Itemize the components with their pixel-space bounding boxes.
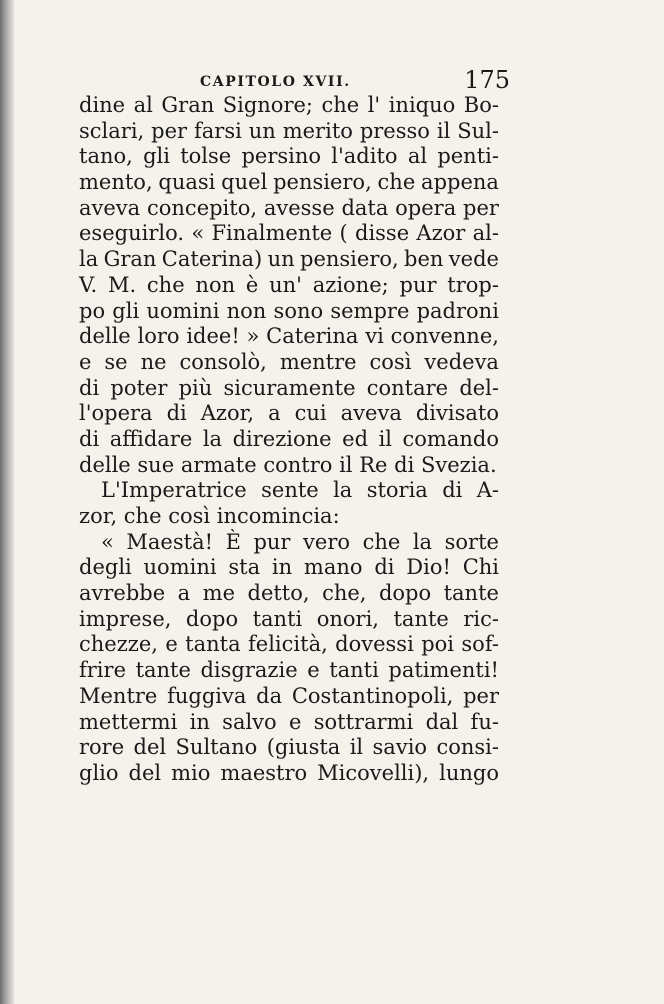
text-line: Mentre fuggiva da Costantinopoli, per: [79, 683, 499, 708]
text-line: chezze, e tanta felicità, dovessi poi sof-: [79, 632, 499, 657]
text-line: di affidare la direzione ed il comando: [79, 426, 499, 451]
text-line: rore del Sultano (giusta il savio consi-: [79, 735, 499, 760]
text-line: imprese, dopo tanti onori, tante ric-: [79, 606, 499, 631]
page-number: 175: [464, 66, 510, 94]
text-line: l'opera di Azor, a cui aveva divisato: [79, 401, 499, 426]
text-line: la Gran Caterina) un pensiero, ben vede: [79, 247, 499, 272]
text-line: V. M. che non è un' azione; pur trop-: [79, 272, 499, 297]
text-line: di poter più sicuramente contare del-: [79, 375, 499, 400]
text-line: degli uomini sta in mano di Dio! Chi: [79, 555, 499, 580]
text-line: glio del mio maestro Micovelli), lungo: [79, 760, 499, 785]
page-spine-shadow: [0, 0, 14, 1004]
text-line: delle loro idee! » Caterina vi convenne,: [79, 324, 499, 349]
text-line: L'Imperatrice sente la storia di A-: [101, 478, 499, 503]
text-line: dine al Gran Signore; che l' iniquo Bo-: [79, 93, 499, 117]
text-line: delle sue armate contro il Re di Svezia.: [79, 452, 497, 477]
text-line: frire tante disgrazie e tanti patimenti!: [79, 658, 499, 683]
text-line: e se ne consolò, mentre così vedeva: [79, 349, 499, 374]
text-line: sclari, per farsi un merito presso il Sul-: [79, 118, 499, 143]
text-line: tano, gli tolse persino l'adito al penti-: [79, 144, 499, 169]
text-line: po gli uomini non sono sempre padroni: [79, 298, 499, 323]
text-line: mento, quasi quel pensiero, che appena: [79, 170, 499, 195]
text-line: mettermi in salvo e sottrarmi dal fu-: [79, 709, 499, 734]
text-line: aveva concepito, avesse data opera per: [79, 195, 499, 220]
text-line: eseguirlo. « Finalmente ( disse Azor al-: [79, 221, 499, 246]
body-text: [79, 93, 499, 787]
text-line: « Maestà! È pur vero che la sorte: [101, 529, 499, 554]
text-line: avrebbe a me detto, che, dopo tante: [79, 581, 499, 606]
text-line: zor, che così incomincia:: [79, 504, 340, 528]
chapter-title: CAPITOLO XVII.: [200, 74, 351, 90]
